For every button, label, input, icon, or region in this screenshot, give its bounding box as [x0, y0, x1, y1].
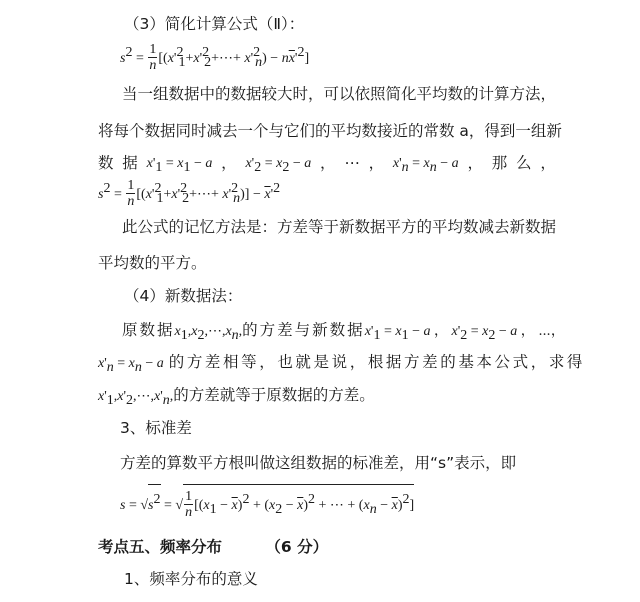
paragraph-line-new-data-defs	[98, 152, 556, 174]
topic-score: （6 分）	[265, 538, 329, 556]
topic-title: 考点五、频率分布	[98, 538, 223, 556]
paragraph-line: 当一组数据中的数据较大时，可以依照简化平均数的计算方法，	[122, 85, 557, 103]
text: 那	[491, 154, 508, 172]
paragraph-line	[98, 385, 375, 407]
section-heading-standard-deviation: 3、标准差	[120, 419, 192, 437]
paragraph-line: 将每个数据同时减去一个与它们的平均数接近的常数 a，得到一组新	[98, 122, 562, 140]
section-heading-new-data-method: （4）新数据法：	[124, 287, 243, 305]
text: 数	[98, 154, 114, 172]
paragraph-line: 此公式的记忆方法是：方差等于新数据平方的平均数减去新数据	[122, 218, 557, 236]
math-xn-prime: $x'_n = x_n - a$	[98, 356, 164, 376]
formula-variance-simplified-2: $s^2$ = $\frac{1}{n}$ $[(x'^2_1+x'^2_2+\cdots+ x'^2_n) - n\overline{x}'^2]$	[120, 41, 310, 73]
list-item-frequency-meaning: 1、频率分布的意义	[124, 570, 258, 588]
text: 原数据	[122, 321, 175, 339]
text: 的方差与新数据	[242, 321, 365, 339]
formula-variance-new-data: $s^2$ = $\frac{1}{n}$ $[(x'^2_1+x'^2_2+\cdots+ x'^2_n)] - \overline{x}'^2$	[98, 177, 281, 209]
topic-heading-frequency-distribution	[98, 537, 328, 557]
paragraph-line: 平均数的平方。	[98, 254, 207, 272]
text: ，	[467, 154, 483, 172]
formula-standard-deviation: $s = √s^2$ = √ $\frac{1}{n}$ [$(x_1 - \overline{x})^2 + (x_2 - \overline{x})^2$ + ⋯ + $(x_n - \overline{x})^2$]	[120, 484, 414, 520]
math-original-data: $x_1,x_2,\cdots,x_n$,	[174, 324, 243, 344]
text: 的方差相等，也就是说，根据方差的基本公式，求得	[168, 353, 586, 371]
text: ，	[221, 154, 237, 172]
paragraph-line: 方差的算数平方根叫做这组数据的标准差，用“s”表示，即	[120, 454, 517, 472]
math-new-data-list: $x'_1,x'_2,\cdots,x'_n$,	[98, 389, 174, 409]
text: ⋯	[344, 154, 360, 172]
text: ，	[320, 154, 336, 172]
text: ，	[368, 154, 385, 172]
math-x1-prime: $x'_1 = x_1 - a$	[146, 156, 213, 176]
text: ，	[540, 154, 556, 172]
math-x2-prime: $x'_2 = x_2 - a$	[245, 156, 312, 176]
math-xn-prime: $x'_n = x_n - a$	[392, 156, 459, 176]
paragraph-line	[98, 352, 585, 374]
text: 么	[516, 154, 532, 172]
paragraph-line	[122, 320, 565, 342]
section-heading-simplified-formula-2: （3）简化计算公式（Ⅱ）：	[124, 15, 305, 33]
text: 的方差就等于原数据的方差。	[173, 386, 375, 404]
math-new-data: $x'_1 = x_1 - a$ ， $x'_2 = x_2 - a$ ， ⋯，	[364, 324, 565, 344]
text: 据	[122, 154, 138, 172]
